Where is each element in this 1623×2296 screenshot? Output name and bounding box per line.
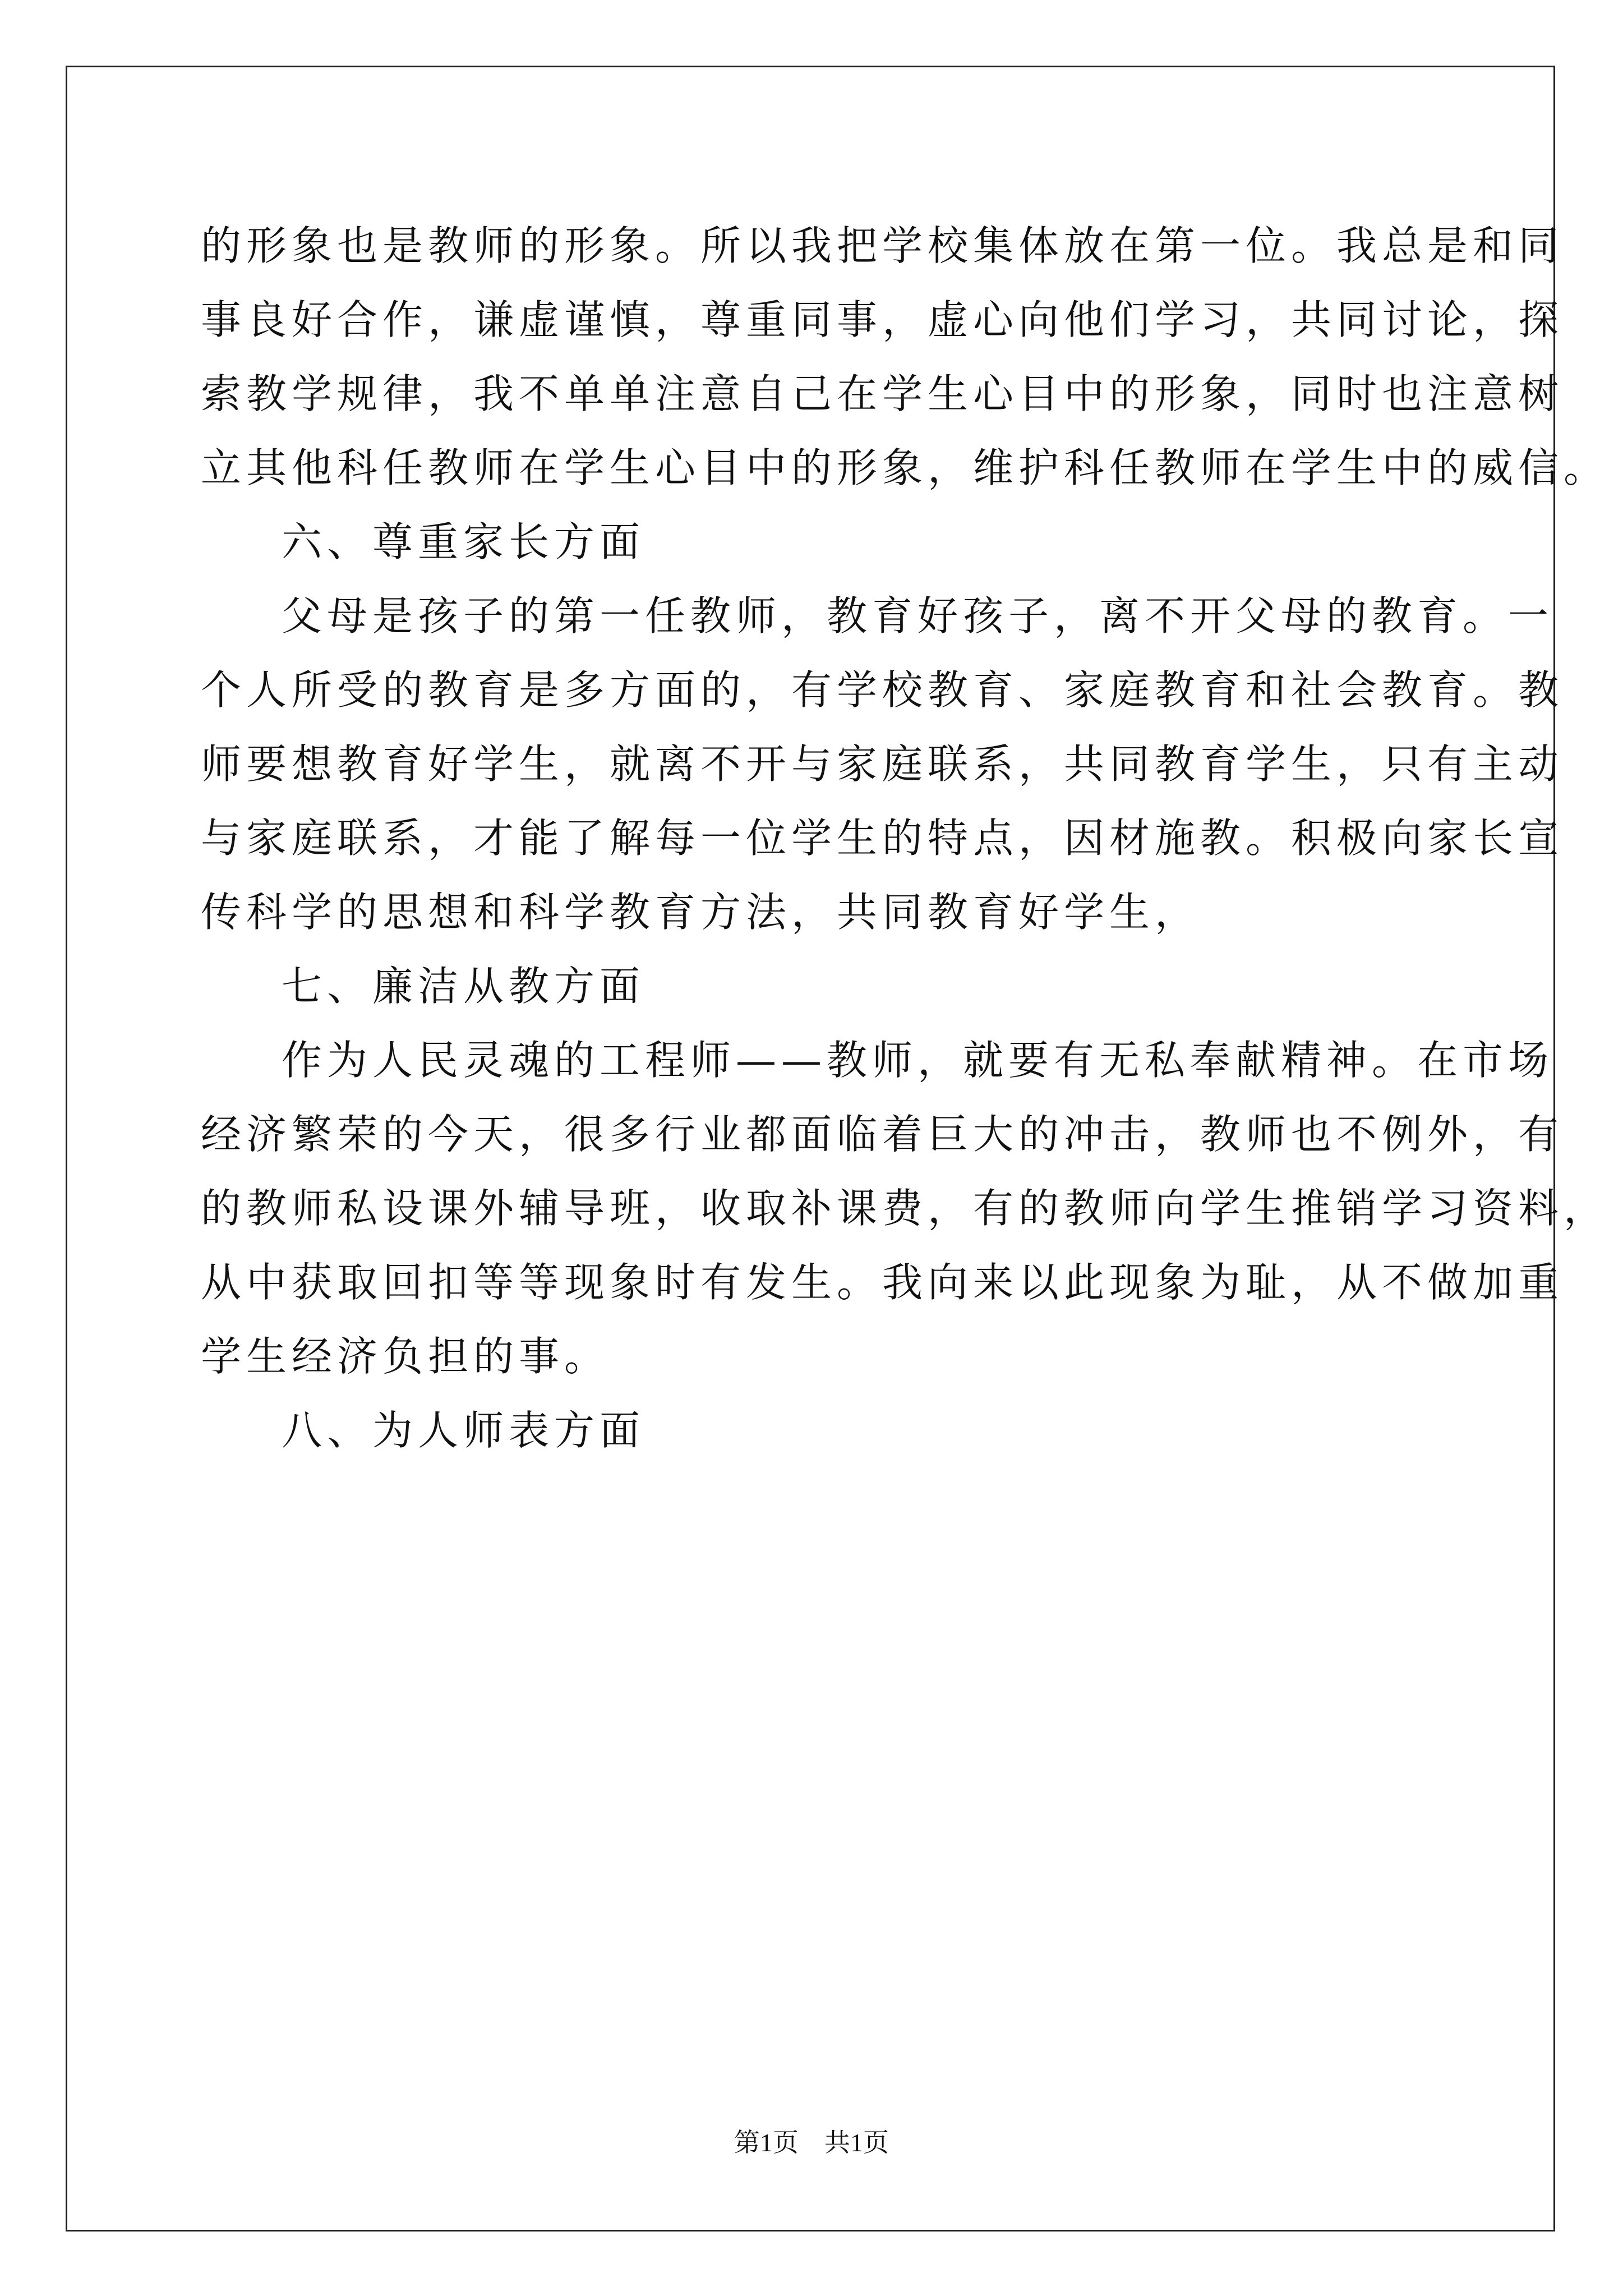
- paragraph-line: 索教学规律，我不单单注意自己在学生心目中的形象，同时也注意树: [201, 370, 1564, 417]
- paragraph-line: 的教师私设课外辅导班，收取补课费，有的教师向学生推销学习资料，: [201, 1185, 1610, 1232]
- section-heading: 七、廉洁从教方面: [282, 963, 645, 1010]
- page-current-label: 第1页: [734, 2128, 799, 2157]
- paragraph-line: 的形象也是教师的形象。所以我把学校集体放在第一位。我总是和同: [201, 222, 1564, 269]
- paragraph-line: 父母是孩子的第一任教师，教育好孩子，离不开父母的教育。一: [282, 592, 1554, 639]
- paragraph-line: 与家庭联系，才能了解每一位学生的特点，因材施教。积极向家长宣: [201, 815, 1564, 862]
- paragraph-line: 经济繁荣的今天，很多行业都面临着巨大的冲击，教师也不例外，有: [201, 1111, 1564, 1158]
- page-footer: [0, 2126, 1623, 2160]
- paragraph-line: 传科学的思想和科学教育方法，共同教育好学生，: [201, 889, 1201, 936]
- paragraph-line: 作为人民灵魂的工程师——教师，就要有无私奉献精神。在市场: [282, 1037, 1554, 1084]
- section-heading: 八、为人师表方面: [282, 1407, 645, 1454]
- paragraph-line: 事良好合作，谦虚谨慎，尊重同事，虚心向他们学习，共同讨论，探: [201, 296, 1564, 343]
- paragraph-line: 师要想教育好学生，就离不开与家庭联系，共同教育学生，只有主动: [201, 740, 1564, 788]
- section-heading: 六、尊重家长方面: [282, 518, 645, 565]
- paragraph-line: 学生经济负担的事。: [201, 1333, 610, 1380]
- paragraph-line: 个人所受的教育是多方面的，有学校教育、家庭教育和社会教育。教: [201, 666, 1564, 714]
- paragraph-line: 立其他科任教师在学生心目中的形象，维护科任教师在学生中的威信。: [201, 444, 1610, 491]
- paragraph-line: 从中获取回扣等等现象时有发生。我向来以此现象为耻，从不做加重: [201, 1259, 1564, 1306]
- page-total-label: 共1页: [824, 2128, 889, 2157]
